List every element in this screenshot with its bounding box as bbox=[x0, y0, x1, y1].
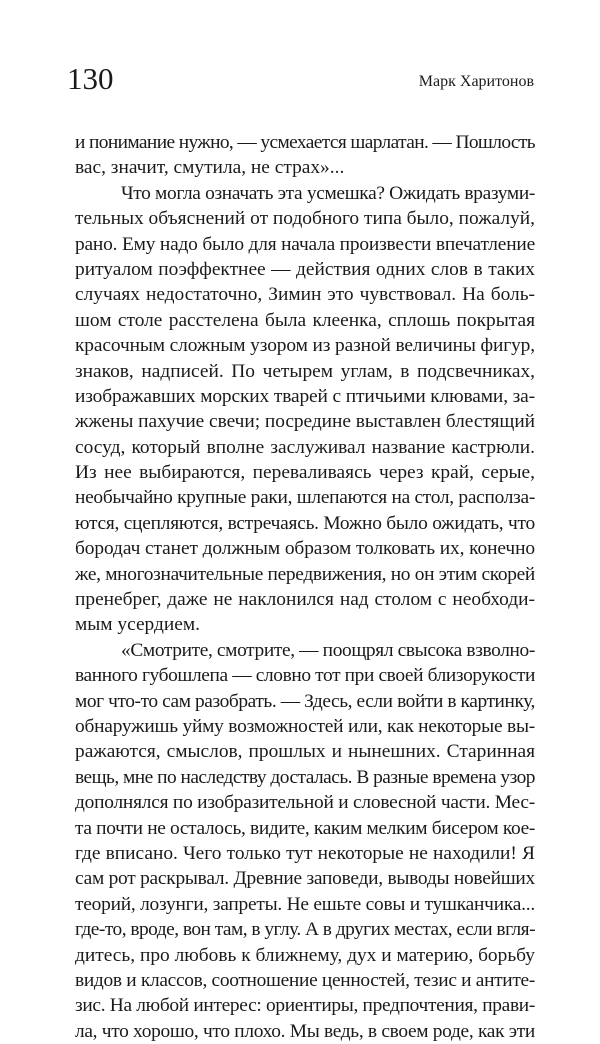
text-line: Что могла означать эта усмешка? Ожидать вразуми- bbox=[121, 182, 535, 204]
text-line: необычайно крупные раки, шлепаются на стол, располза- bbox=[75, 487, 535, 509]
text-line: Из нее выбираются, переваливаясь через край, серые, bbox=[75, 462, 535, 484]
text-line: рано. Ему надо было для начала произвести впечатление bbox=[75, 233, 535, 255]
text-line: ла, что хорошо, что плохо. Мы ведь, в своем роде, как эти bbox=[75, 1020, 535, 1042]
text-line: теорий, лозунги, запреты. Не ешьте совы и тушканчика... bbox=[75, 893, 535, 915]
text-line: где вписано. Чего только тут некоторые не находили! Я bbox=[75, 842, 535, 864]
text-line: тельных объяснений от подобного типа было, пожалуй, bbox=[75, 208, 535, 230]
text-line: где-то, вроде, вон там, в углу. А в других местах, если вгля- bbox=[75, 919, 535, 941]
text-line: ритуалом поэффектнее — действия одних слов в таких bbox=[75, 258, 535, 280]
text-line: сам рот раскрывал. Древние заповеди, выводы новейших bbox=[75, 868, 535, 890]
text-line: вещь, мне по наследству досталась. В разные времена узор bbox=[75, 766, 535, 788]
running-head-author: Марк Харитонов bbox=[418, 73, 534, 90]
text-line: пренебрег, даже не наклонился над столом с необходи- bbox=[75, 589, 535, 611]
text-line: та почти не осталось, видите, каким мелким бисером кое- bbox=[75, 817, 535, 839]
text-line: жжены пахучие свечи; посредине выставлен блестящий bbox=[75, 411, 535, 433]
text-line: мым усердием. bbox=[75, 614, 200, 636]
text-line: изображавших морских тварей с птичьими клювами, за- bbox=[75, 385, 535, 407]
body-text bbox=[75, 130, 535, 1044]
text-line: ются, сцепляются, встречаясь. Можно было ожидать, что bbox=[75, 512, 535, 534]
text-line: же, многозначительные передвижения, но он этим скорей bbox=[75, 563, 535, 585]
text-line: ражаются, смыслов, прошлых и нынешних. Старинная bbox=[75, 741, 535, 763]
text-line: зис. На любой интерес: ориентиры, предпочтения, прави- bbox=[75, 995, 535, 1017]
text-line: случаях недостаточно, Зимин это чувствовал. На боль- bbox=[75, 284, 535, 306]
page-number: 130 bbox=[67, 61, 114, 96]
text-line: обнаружишь уйму возможностей или, как некоторые вы- bbox=[75, 715, 536, 737]
text-line: мог что-то сам разобрать. — Здесь, если войти в картинку, bbox=[75, 690, 535, 712]
text-line: вас, значит, смутила, не страх»... bbox=[75, 157, 345, 179]
text-line: бородач станет должным образом толковать их, конечно bbox=[75, 538, 535, 560]
text-line: видов и классов, соотношение ценностей, тезис и антите- bbox=[75, 969, 535, 991]
text-line: шом столе расстелена была клеенка, сплошь покрытая bbox=[75, 309, 535, 331]
text-line: знаков, надписей. По четырем углам, в подсвечниках, bbox=[75, 360, 535, 382]
text-line: «Смотрите, смотрите, — поощрял свысока взволно- bbox=[121, 639, 535, 661]
text-line: ванного губошлепа — словно тот при своей близорукости bbox=[75, 665, 535, 687]
text-line: сосуд, который вполне заслуживал название кастрюли. bbox=[75, 436, 535, 458]
text-line: красочным сложным узором из разной величины фигур, bbox=[75, 335, 535, 357]
text-line: и понимание нужно, — усмехается шарлатан. — Пошлость bbox=[75, 132, 535, 153]
text-line: дитесь, про любовь к ближнему, дух и материю, борьбу bbox=[75, 944, 535, 966]
text-line: дополнялся по изобразительной и словесной части. Мес- bbox=[75, 792, 535, 814]
